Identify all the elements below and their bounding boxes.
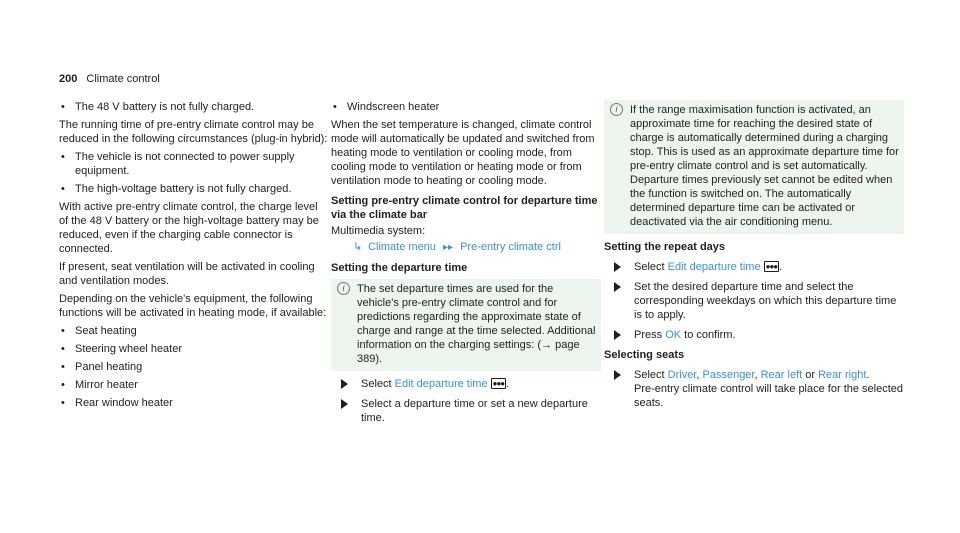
step-arrow-icon — [614, 262, 621, 272]
edit-departure-link[interactable]: Edit departure time — [667, 261, 761, 273]
list-item: • Panel heating — [59, 360, 329, 374]
list-item: • The 48 V battery is not fully charged. — [59, 100, 329, 114]
menu-arrow-icon: ↳ — [353, 241, 363, 253]
seat-rear-right-link[interactable]: Rear right — [818, 369, 867, 381]
column-3 — [604, 100, 904, 412]
double-chevron-icon: ▸▸ — [442, 242, 454, 253]
list-item: • The vehicle is not connected to power supply equipment. — [59, 150, 329, 178]
column-1 — [59, 100, 329, 414]
more-dots-icon: ●●● — [765, 262, 778, 271]
seat-driver-link[interactable]: Driver — [667, 369, 697, 381]
instruction-step: Set the desired departure time and select the corresponding weekdays on which this departure time is to apply. — [604, 280, 904, 322]
list-item: • Steering wheel heater — [59, 342, 329, 356]
step-arrow-icon — [614, 330, 621, 340]
column-2 — [331, 100, 601, 427]
more-dots-icon: ●●● — [492, 379, 505, 388]
edit-departure-link[interactable]: Edit departure time — [394, 378, 488, 390]
paragraph: When the set temperature is changed, climate control mode will automatically be updated and switched from heating mode to ventilation or cooling mode, from cooling mode to ventilation or heating mode or from ventilation mode to heating or cooling mode. — [331, 119, 595, 187]
note-text: If the range maximisation function is activated, an approximate time for reaching the desired state of charge is automatically determined during a charging stop. This is used as an approximate departure time for pre-entry climate control and is set automatically. Departure times previously set cannot be edited when the function is switched on. The automatically determined departure time can be activated or deactivated via the air conditioning menu. — [630, 104, 899, 228]
note-text: The set departure times are used for the vehicle's pre-entry climate control and for predictions regarding the approximate state of charge and range at the time selected. Additional information on the charging settings: (→ page 389). — [357, 283, 596, 365]
instruction-step: Select a departure time or set a new departure time. — [331, 397, 601, 425]
menu-link-climate[interactable]: Climate menu — [368, 241, 436, 253]
menu-path — [331, 240, 601, 255]
instruction-step: Select Edit departure time ●●● . — [604, 260, 904, 274]
instruction-step: Press OK to confirm. — [604, 328, 904, 342]
section-heading: Setting the departure time — [331, 262, 468, 274]
step-arrow-icon — [614, 370, 621, 380]
instruction-step: Select Edit departure time ●●● . — [331, 377, 601, 391]
paragraph: Depending on the vehicle's equipment, the following functions will be activated in heating mode, if available: — [59, 293, 327, 319]
list-item: • Windscreen heater — [331, 100, 601, 114]
info-note — [604, 100, 904, 234]
instruction-step: Select Driver, Passenger, Rear left or Rear right. Pre-entry climate control will take place for the selected seats. — [604, 368, 904, 410]
menu-link-pre-entry[interactable]: Pre-entry climate ctrl — [460, 241, 561, 253]
step-arrow-icon — [341, 379, 348, 389]
page-number: 200 — [59, 73, 78, 85]
list-item: • Seat heating — [59, 324, 329, 338]
step-arrow-icon — [614, 282, 621, 292]
info-icon: i — [337, 282, 350, 295]
section-heading: Setting the repeat days — [604, 241, 726, 253]
section-heading: Setting pre-entry climate control for departure time via the climate bar — [331, 195, 598, 221]
step-arrow-icon — [341, 399, 348, 409]
seat-rear-left-link[interactable]: Rear left — [760, 369, 803, 381]
list-item: • Rear window heater — [59, 396, 329, 410]
info-icon: i — [610, 103, 623, 116]
section-title: Climate control — [86, 73, 160, 85]
multimedia-label: Multimedia system: — [331, 225, 426, 237]
page-header — [59, 72, 160, 86]
list-item: • Mirror heater — [59, 378, 329, 392]
list-item: • The high-voltage battery is not fully charged. — [59, 182, 329, 196]
paragraph: If present, seat ventilation will be activated in cooling and ventilation modes. — [59, 261, 315, 287]
paragraph: The running time of pre-entry climate control may be reduced in the following circumstances (plug-in hybrid): — [59, 119, 328, 145]
ok-link[interactable]: OK — [665, 329, 682, 341]
step-description: Pre-entry climate control will take place for the selected seats. — [634, 383, 904, 409]
paragraph: With active pre-entry climate control, the charge level of the 48 V battery or the high-voltage battery may be reduced, even if the charging cable connector is connected. — [59, 201, 319, 255]
info-note — [331, 279, 601, 371]
section-heading: Selecting seats — [604, 349, 685, 361]
seat-passenger-link[interactable]: Passenger — [702, 369, 755, 381]
